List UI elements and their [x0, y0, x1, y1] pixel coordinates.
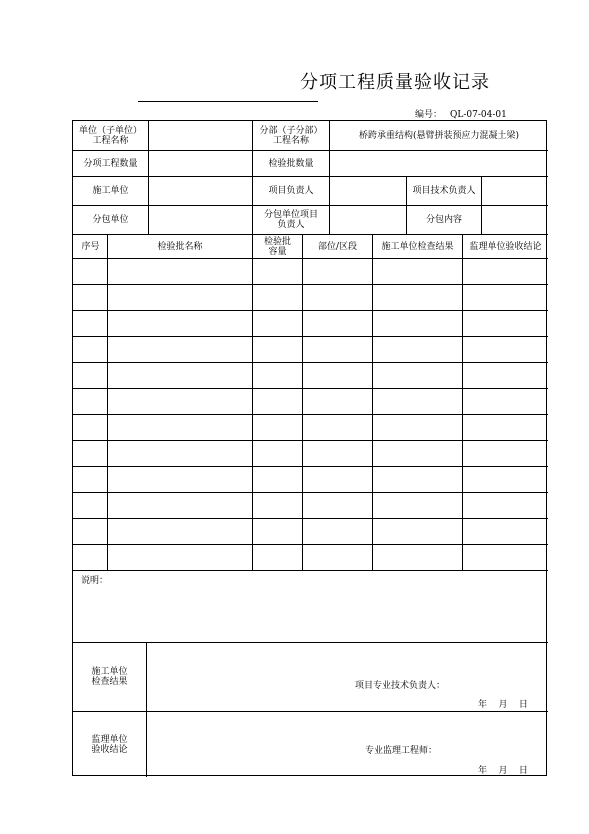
- remarks-label: 说明：: [81, 576, 109, 586]
- table-cell[interactable]: [303, 519, 372, 544]
- sub-content-field[interactable]: [482, 206, 548, 234]
- table-cell[interactable]: [253, 415, 302, 440]
- table-cell[interactable]: [253, 545, 302, 570]
- table-cell[interactable]: [463, 311, 548, 336]
- code-value: QL-07-04-01: [450, 110, 507, 120]
- table-cell[interactable]: [253, 389, 302, 414]
- table-row-divider: [73, 570, 548, 571]
- project-manager-field[interactable]: [330, 177, 406, 205]
- table-cell[interactable]: [253, 441, 302, 466]
- table-cell[interactable]: [303, 285, 372, 310]
- table-cell[interactable]: [108, 441, 252, 466]
- table-cell[interactable]: [463, 363, 548, 388]
- table-cell[interactable]: [108, 545, 252, 570]
- table-cell[interactable]: [108, 337, 252, 362]
- project-manager-label: 项目负责人: [268, 186, 314, 196]
- table-cell[interactable]: [253, 467, 302, 492]
- table-cell[interactable]: [463, 493, 548, 518]
- table-cell[interactable]: [253, 311, 302, 336]
- table-cell[interactable]: [463, 519, 548, 544]
- subdivision-name-label: 分部（子分部） 工程名称: [259, 125, 323, 146]
- table-cell[interactable]: [373, 337, 462, 362]
- table-cell[interactable]: [463, 415, 548, 440]
- table-cell[interactable]: [108, 389, 252, 414]
- column-header: 施工单位检查结果: [381, 241, 454, 252]
- contractor-date: 年 月 日: [478, 700, 528, 710]
- table-cell[interactable]: [303, 311, 372, 336]
- subcontractor-label: 分包单位: [92, 215, 129, 225]
- unit-name-field[interactable]: [149, 121, 252, 150]
- table-cell[interactable]: [303, 493, 372, 518]
- table-cell[interactable]: [463, 389, 548, 414]
- table-cell[interactable]: [253, 519, 302, 544]
- table-cell[interactable]: [108, 519, 252, 544]
- table-cell[interactable]: [463, 285, 548, 310]
- batch-count-label: 检验批数量: [268, 158, 314, 169]
- table-cell[interactable]: [108, 415, 252, 440]
- inspection-form: [72, 120, 547, 776]
- page-title: 分项工程质量验收记录: [300, 72, 490, 93]
- table-cell[interactable]: [373, 259, 462, 284]
- table-cell[interactable]: [373, 519, 462, 544]
- table-cell[interactable]: [303, 389, 372, 414]
- supervisor-check-label: 监理单位 验收结论: [91, 734, 128, 755]
- table-cell[interactable]: [303, 337, 372, 362]
- contractor-field[interactable]: [149, 177, 252, 205]
- table-cell[interactable]: [463, 441, 548, 466]
- table-cell[interactable]: [373, 363, 462, 388]
- tech-manager-field[interactable]: [482, 177, 548, 205]
- table-cell[interactable]: [74, 441, 107, 466]
- sub-project-manager-field[interactable]: [330, 206, 406, 234]
- tech-manager-label: 项目技术负责人: [412, 186, 476, 196]
- column-header: 检验批 容量: [263, 236, 291, 257]
- table-cell[interactable]: [373, 493, 462, 518]
- subcontractor-field[interactable]: [149, 206, 252, 234]
- table-cell[interactable]: [303, 467, 372, 492]
- column-header: 序号: [81, 241, 100, 252]
- subdivision-name-field[interactable]: 桥跨承重结构(悬臂拼装预应力混凝土梁): [358, 130, 520, 141]
- table-cell[interactable]: [108, 311, 252, 336]
- table-cell[interactable]: [303, 259, 372, 284]
- column-header: 检验批名称: [157, 241, 203, 252]
- document-code: [415, 107, 507, 120]
- code-label: 编号：: [415, 110, 443, 120]
- table-cell[interactable]: [74, 337, 107, 362]
- table-cell[interactable]: [373, 389, 462, 414]
- supervisor-date: 年 月 日: [478, 766, 528, 776]
- table-cell[interactable]: [74, 519, 107, 544]
- table-cell[interactable]: [463, 259, 548, 284]
- table-cell[interactable]: [463, 467, 548, 492]
- table-cell[interactable]: [74, 493, 107, 518]
- contractor-check-label: 施工单位 检查结果: [91, 667, 128, 687]
- col-divider: [146, 642, 147, 777]
- table-cell[interactable]: [74, 311, 107, 336]
- table-cell[interactable]: [74, 389, 107, 414]
- table-cell[interactable]: [74, 363, 107, 388]
- table-cell[interactable]: [373, 285, 462, 310]
- contractor-signer-label: 项目专业技术负责人：: [355, 681, 446, 691]
- table-cell[interactable]: [108, 285, 252, 310]
- table-cell[interactable]: [108, 493, 252, 518]
- table-cell[interactable]: [74, 415, 107, 440]
- unit-name-label: 单位（子单位） 工程名称: [78, 125, 142, 146]
- table-cell[interactable]: [373, 415, 462, 440]
- table-cell[interactable]: [253, 285, 302, 310]
- table-cell[interactable]: [303, 545, 372, 570]
- batch-count-field[interactable]: [330, 151, 548, 176]
- table-cell[interactable]: [303, 441, 372, 466]
- table-cell[interactable]: [373, 545, 462, 570]
- column-header: 部位/区段: [317, 241, 358, 252]
- table-cell[interactable]: [373, 467, 462, 492]
- table-cell[interactable]: [373, 311, 462, 336]
- table-cell[interactable]: [253, 363, 302, 388]
- table-cell[interactable]: [253, 337, 302, 362]
- table-cell[interactable]: [74, 285, 107, 310]
- table-cell[interactable]: [303, 363, 372, 388]
- sub-content-label: 分包内容: [425, 215, 462, 225]
- item-quantity-field[interactable]: [149, 151, 252, 176]
- table-cell[interactable]: [74, 545, 107, 570]
- title-underline: [138, 101, 318, 102]
- table-cell[interactable]: [74, 259, 107, 284]
- table-cell[interactable]: [373, 441, 462, 466]
- table-cell[interactable]: [108, 259, 252, 284]
- table-cell[interactable]: [108, 467, 252, 492]
- table-cell[interactable]: [463, 545, 548, 570]
- table-cell[interactable]: [253, 493, 302, 518]
- contractor-label: 施工单位: [92, 186, 129, 196]
- table-cell[interactable]: [463, 337, 548, 362]
- table-cell[interactable]: [253, 259, 302, 284]
- column-header: 监理单位验收结论: [469, 241, 542, 252]
- supervisor-signer-label: 专业监理工程师：: [365, 746, 438, 756]
- table-cell[interactable]: [108, 363, 252, 388]
- sub-project-manager-label: 分包单位项目 负责人: [263, 210, 318, 230]
- item-quantity-label: 分项工程数量: [83, 158, 138, 169]
- table-cell[interactable]: [303, 415, 372, 440]
- table-cell[interactable]: [74, 467, 107, 492]
